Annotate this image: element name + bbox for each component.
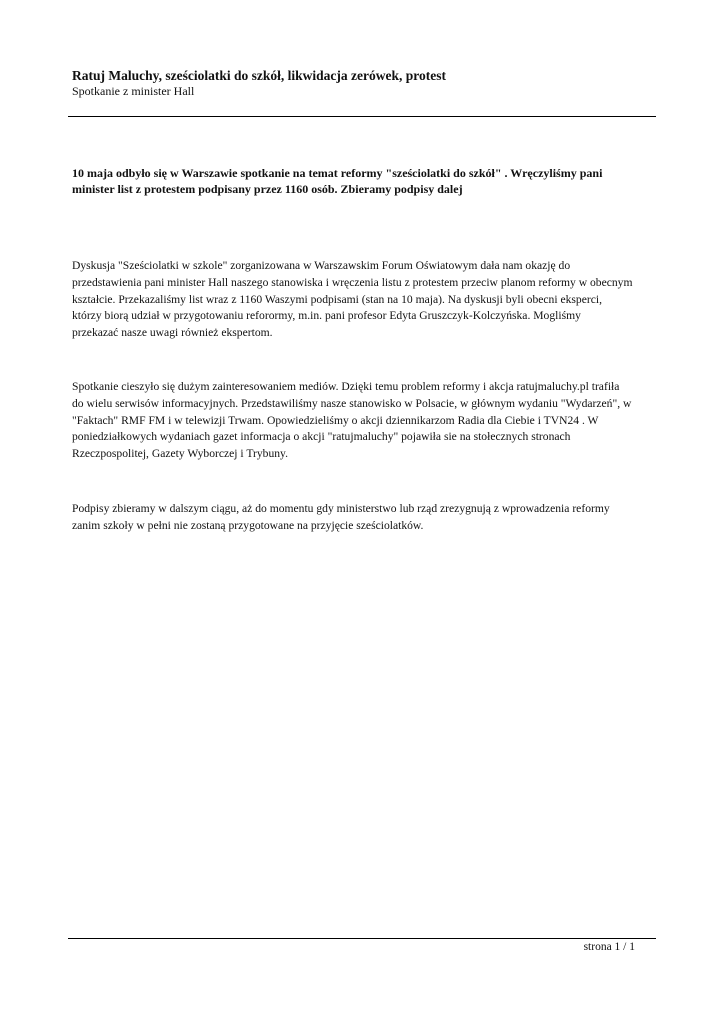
document-title: Ratuj Maluchy, sześciolatki do szkół, likwidacja zerówek, protest — [72, 68, 446, 83]
page-number: strona 1 / 1 — [583, 941, 635, 953]
paragraph-line: Rzeczpospolitej, Gazety Wyborczej i Trybuny. — [72, 447, 288, 461]
paragraph-line: przedstawienia pani minister Hall naszego stanowiska i wręczenia listu z protestem przeciw planom reformy w obecnym — [72, 275, 633, 289]
paragraph-line: zanim szkoły w pełni nie zostaną przygotowane na przyjęcie sześciolatków. — [72, 518, 424, 532]
paragraph-line: przekazać nasze uwagi również ekspertom. — [72, 326, 273, 340]
paragraph-line: do wielu serwisów informacyjnych. Przedstawiliśmy nasze stanowisko w Polsacie, w głównym wydaniu "Wydarzeń", w — [72, 396, 632, 410]
header-divider — [68, 116, 656, 117]
body-paragraph-1 — [72, 258, 662, 342]
paragraph-line: Podpisy zbieramy w dalszym ciągu, aż do momentu gdy ministerstwo lub rząd zrezygnują z wprowadzenia reformy — [72, 502, 610, 515]
lead-paragraph — [72, 166, 652, 197]
footer-divider — [68, 938, 656, 939]
paragraph-line: Dyskusja "Sześciolatki w szkole" zorganizowana w Warszawskim Forum Oświatowym dała nam okazję do — [72, 259, 571, 272]
document-subtitle: Spotkanie z minister Hall — [72, 84, 195, 98]
body-paragraph-2 — [72, 379, 662, 463]
paragraph-line: "Faktach" RMF FM i w telewizji Trwam. Opowiedzieliśmy o akcji dziennikarzom Radia dla Ciebie i TVN24 . W — [72, 413, 599, 427]
paragraph-line: kształcie. Przekazaliśmy list wraz z 1160 Waszymi podpisami (stan na 10 maja). Na dyskusji byli obecni eksperci, — [72, 292, 602, 306]
lead-line: 10 maja odbyło się w Warszawie spotkanie na temat reformy "sześciolatki do szkół" . Wręczyliśmy pani — [72, 166, 603, 180]
body-paragraph-3 — [72, 501, 662, 535]
paragraph-line: którzy biorą udział w przygotowaniu reforormy, m.in. pani profesor Edyta Gruszczyk-Kolczyńska. Mogliśmy — [72, 309, 581, 323]
paragraph-line: poniedziałkowych wydaniach gazet informacja o akcji "ratujmaluchy" pojawiła sie na stołecznych stronach — [72, 430, 571, 444]
paragraph-line: Spotkanie cieszyło się dużym zainteresowaniem mediów. Dzięki temu problem reformy i akcja ratujmaluchy.pl trafiła — [72, 380, 620, 393]
lead-line: minister list z protestem podpisany przez 1160 osób. Zbieramy podpisy dalej — [72, 181, 463, 196]
